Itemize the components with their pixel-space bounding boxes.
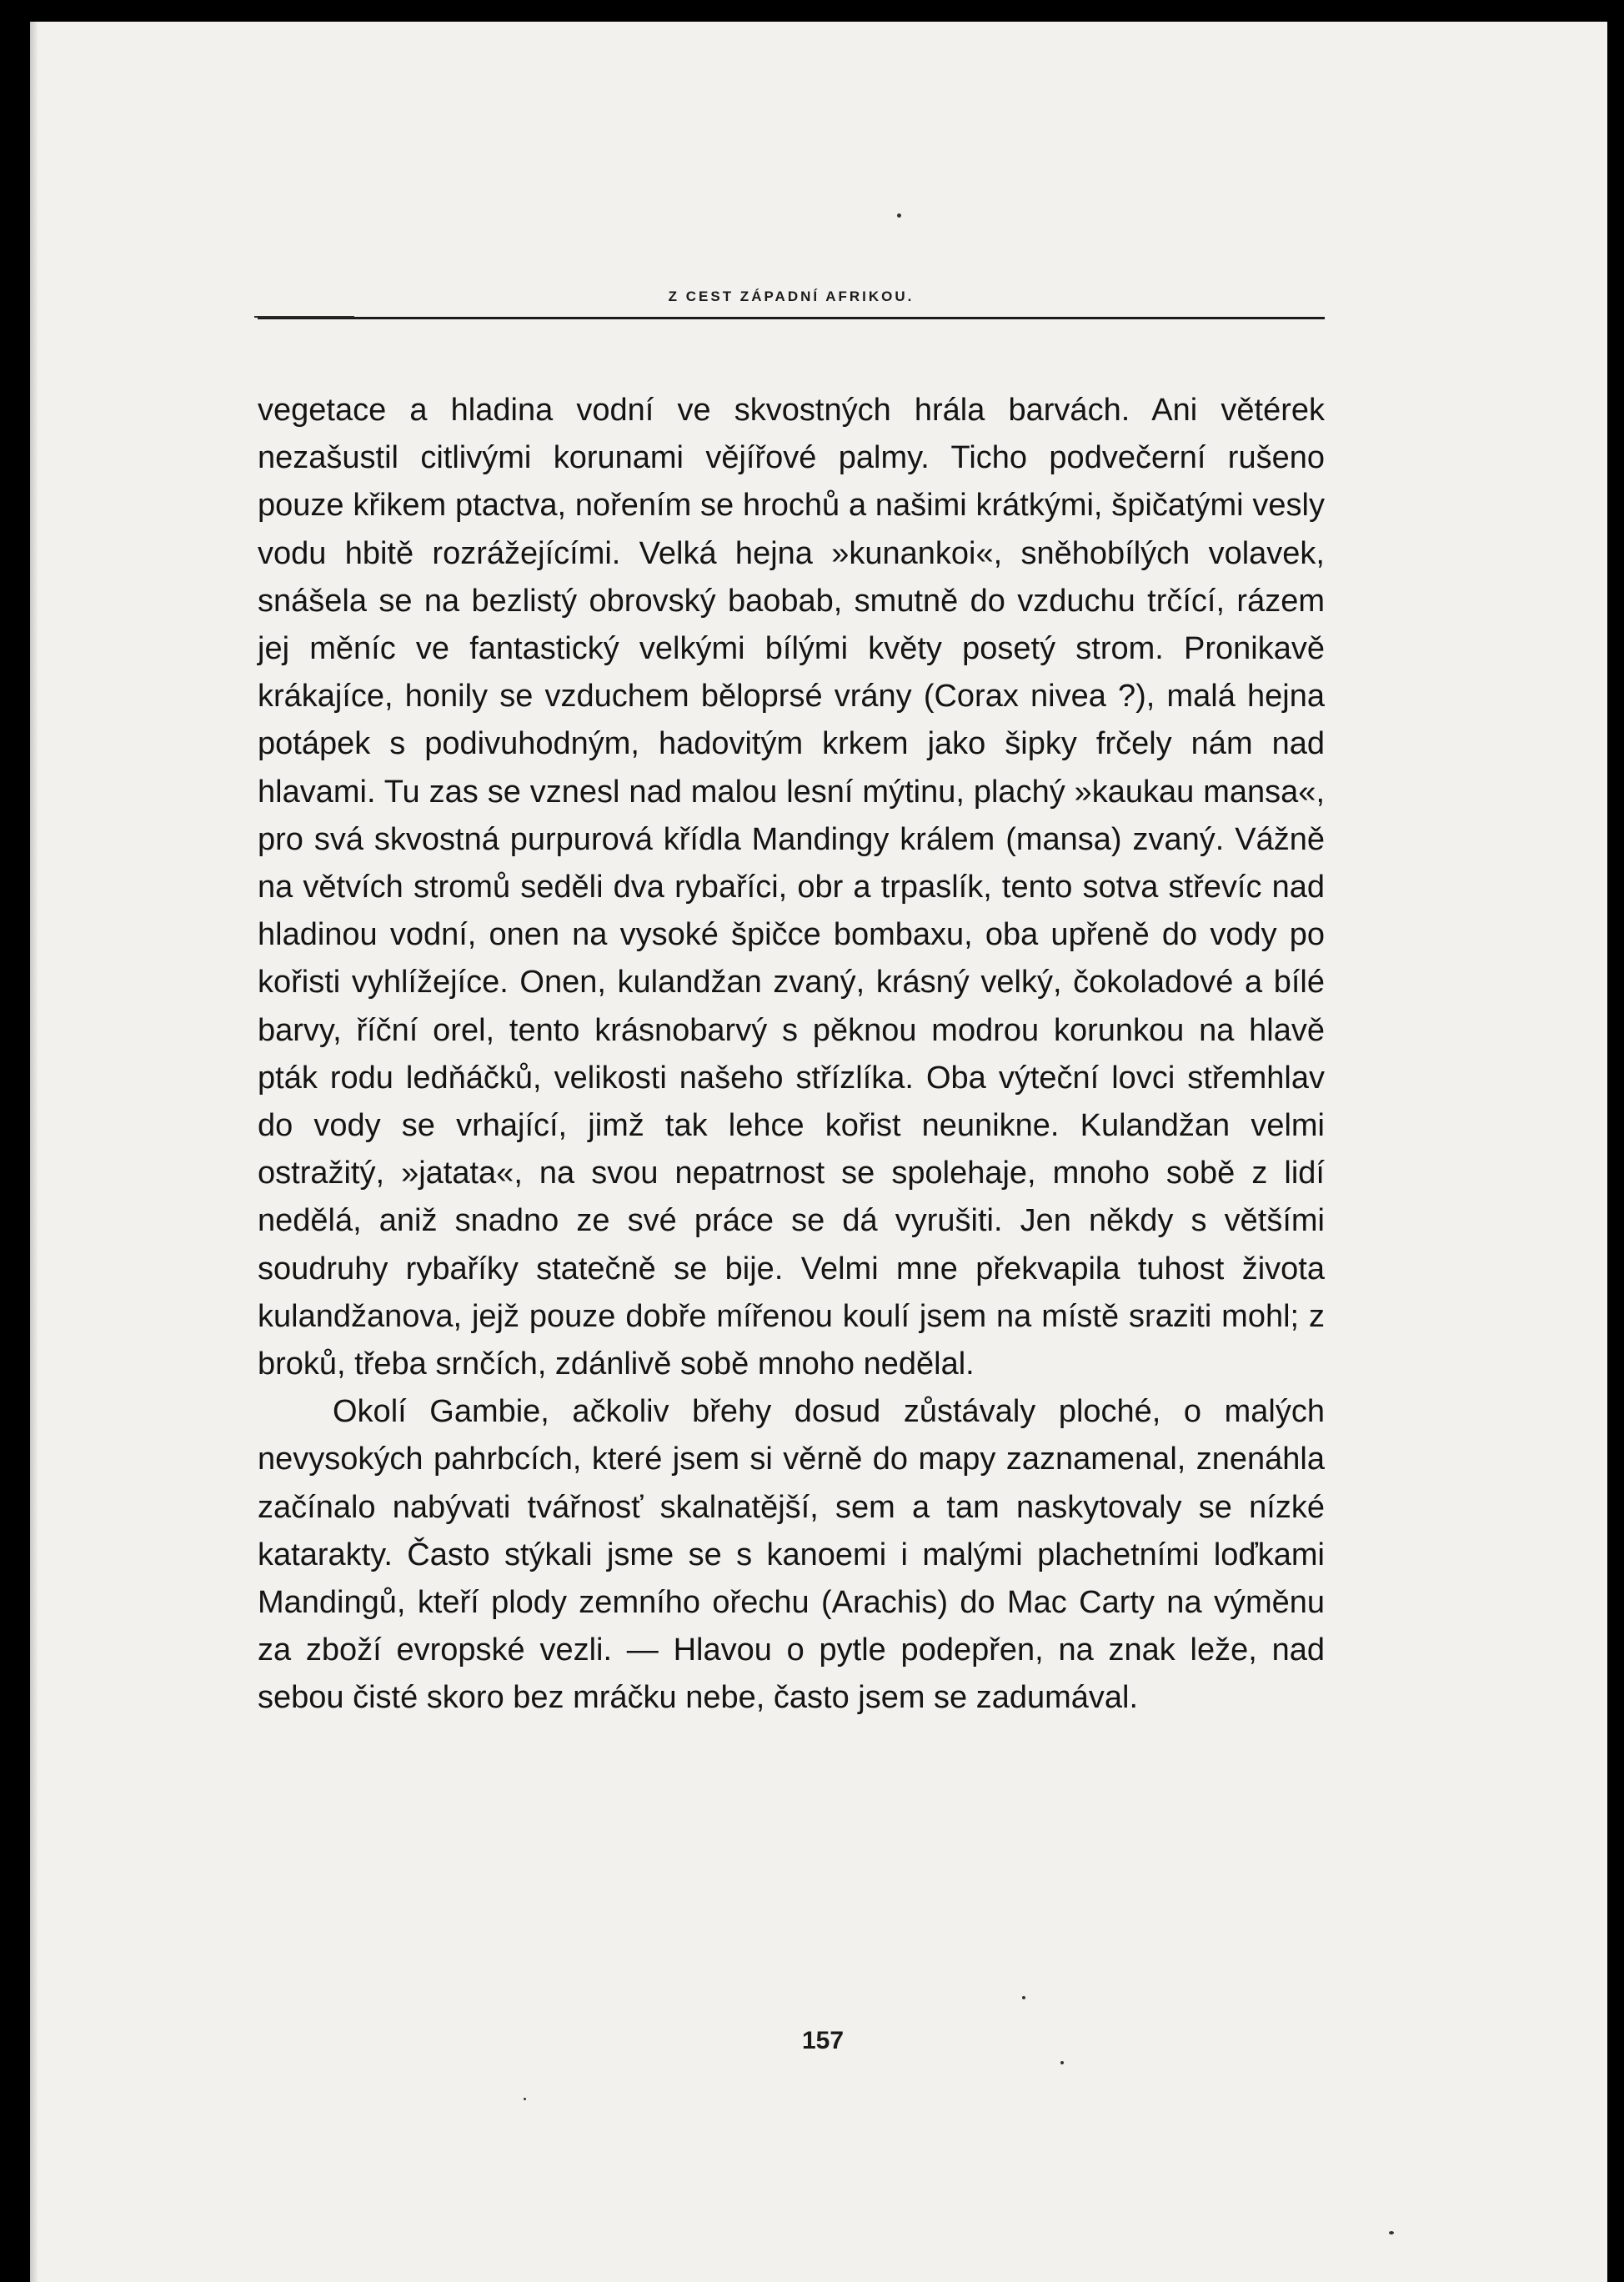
running-title: Z CEST ZÁPADNÍ AFRIKOU.: [668, 288, 915, 304]
body-text: [258, 387, 1325, 1723]
paragraph-2: Okolí Gambie, ačkoliv břehy dosud zůstávaly ploché, o malých nevysokých pahrbcích, které jsem si věrně do mapy zaznamenal, znenáhla začínalo nabývati tvářnosť skalnatější, sem a tam naskytovaly se nízké katarakty. Často stýkali jsme se s kanoemi i malými plachetními loďkami Mandingů, kteří plody zemního ořechu (Arachis) do Mac Carty na výměnu za zboží evropské vezli. — Hlavou o pytle podepřen, na znak leže, nad sebou čisté skoro bez mráčku nebe, často jsem se zadumával.: [258, 1394, 1325, 1716]
dust-speck: [897, 213, 901, 218]
paragraph-1: vegetace a hladina vodní ve skvostných hrála barvách. Ani větérek nezašustil citlivými korunami vějířové palmy. Ticho podvečerní rušeno pouze křikem ptactva, nořením se hrochů a našimi krátkými, špičatými vesly vodu hbitě rozrážejícími. Velká hejna »kunankoi«, sněhobílých volavek, snášela se na bezlistý obrovský baobab, smutně do vzduchu trčící, rázem jej měníc ve fantastický velkými bílými květy posetý strom. Pronikavě krákajíce, honily se vzduchem běloprsé vrány (Corax nivea ?), malá hejna potápek s podivuhodným, hadovitým krkem jako šipky frčely nám nad hlavami. Tu zas se vznesl nad malou lesní mýtinu, plachý »kaukau mansa«, pro svá skvostná purpurová křídla Mandingy králem (mansa) zvaný. Vážně na větvích stromů seděli dva rybaříci, obr a trpaslík, tento sotva střevíc nad hladinou vodní, onen na vysoké špičce bombaxu, oba upřeně do vody po kořisti vyhlížejíce. Onen, kulandžan zvaný, krásný velký, čokoladové a bílé barvy, říční orel, tento krásnobarvý s pěknou modrou korunkou na hlavě pták rodu ledňáčků, velikosti našeho střízlíka. Oba výteční lovci střemhlav do vody se vrhající, jimž tak lehce kořist neunikne. Kulandžan velmi ostražitý, »jatata«, na svou nepatrnost se spolehaje, mnoho sobě z lidí nedělá, aniž snadno ze své práce se dá vyrušiti. Jen někdy s většími soudruhy rybaříky statečně se bije. Velmi mne překvapila tuhost života kulandžanova, jejž pouze dobře mířenou koulí jsem na místě sraziti mohl; z broků, třeba srnčích, zdánlivě sobě mnoho nedělal.: [258, 393, 1325, 1382]
book-page: [30, 22, 1607, 2282]
running-header: [258, 288, 1325, 323]
page-number: 157: [801, 2027, 845, 2054]
header-rule-left: [254, 316, 354, 318]
header-rule: [258, 317, 1325, 319]
dust-speck: [1389, 2231, 1394, 2234]
page-edge-shadow: [30, 22, 38, 2282]
dust-speck: [524, 2098, 526, 2100]
dust-speck: [1022, 1996, 1025, 1999]
dust-speck: [1060, 2061, 1064, 2064]
